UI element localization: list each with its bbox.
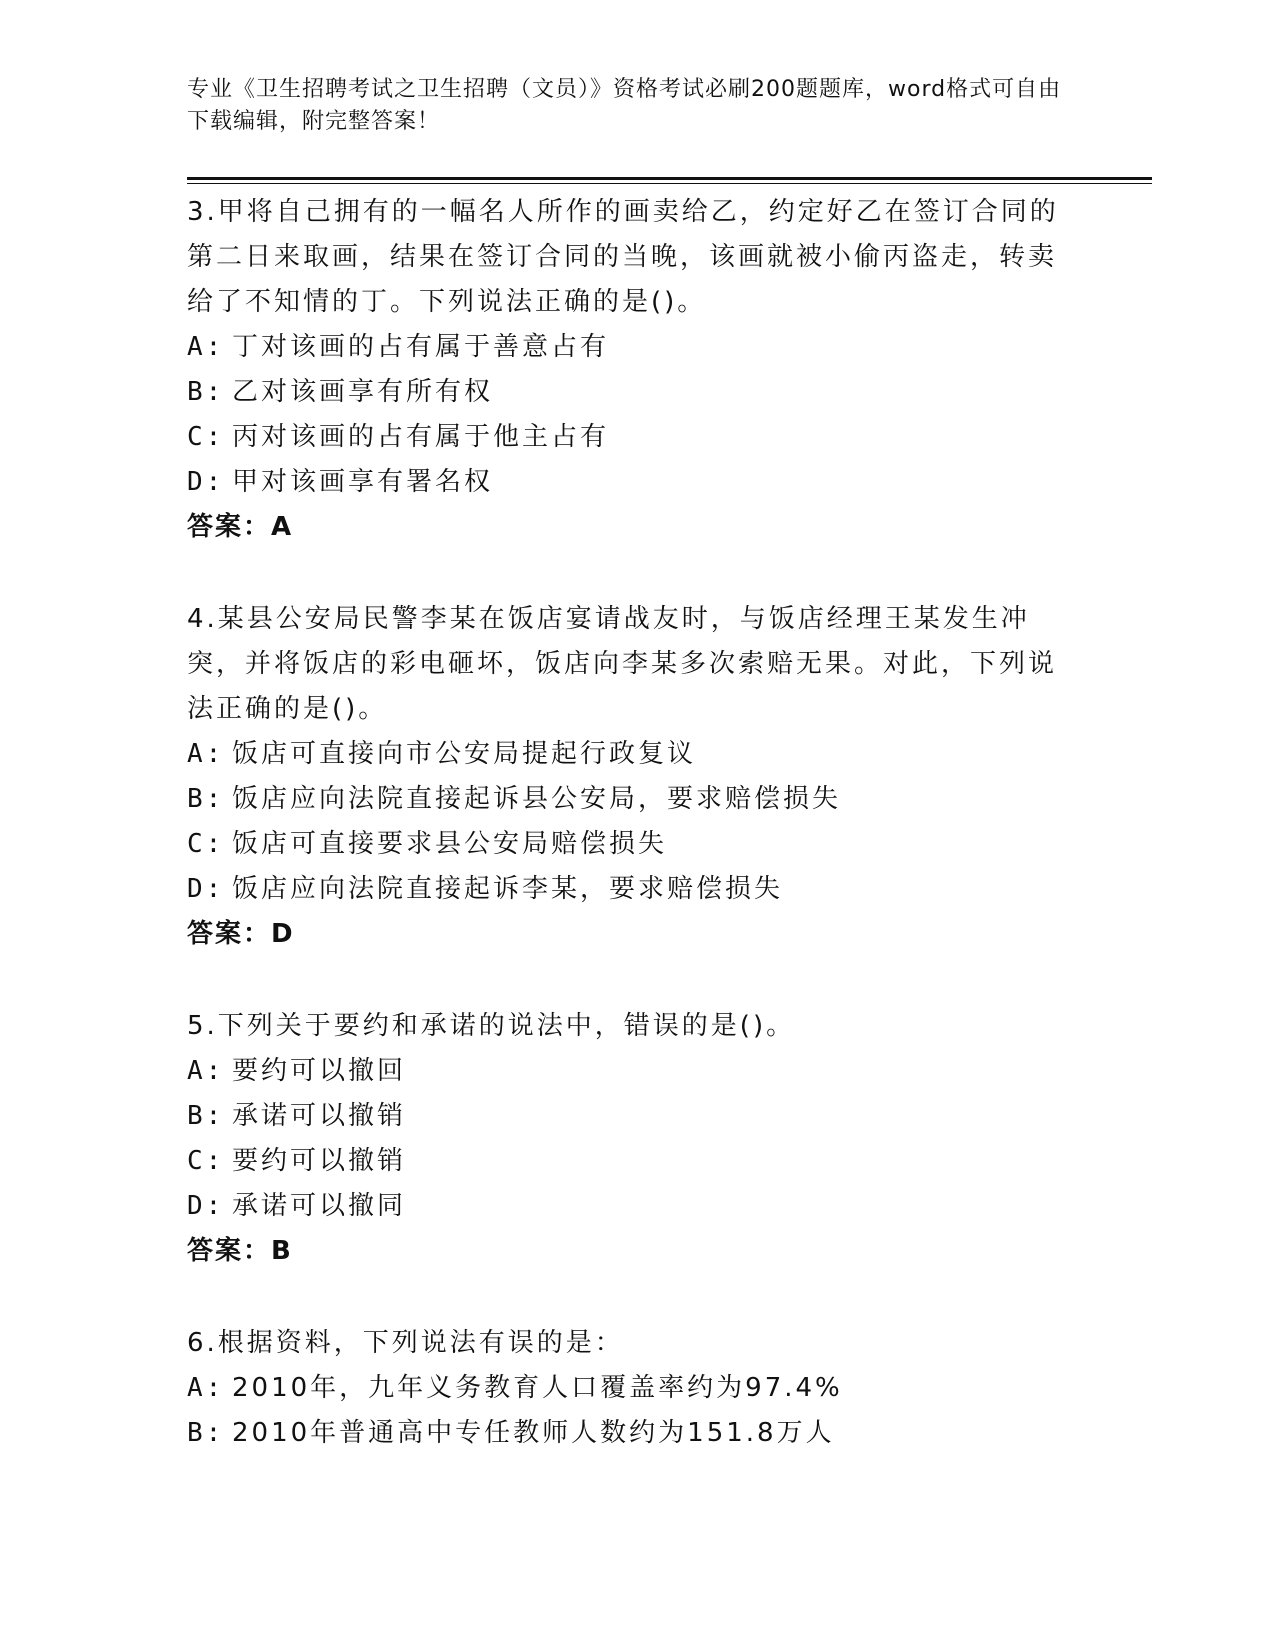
option-a xyxy=(187,325,1067,370)
option-letter: D: xyxy=(187,874,225,904)
option-text: 乙对该画享有所有权 xyxy=(232,377,494,407)
option-text: 丙对该画的占有属于他主占有 xyxy=(232,422,610,452)
option-letter: D: xyxy=(187,467,225,497)
option-letter: C: xyxy=(187,829,225,859)
option-c xyxy=(187,1139,1067,1184)
option-letter: A: xyxy=(187,332,225,362)
option-letter: B: xyxy=(187,1101,225,1131)
question-5 xyxy=(187,1004,1067,1274)
option-text: 要约可以撤销 xyxy=(232,1146,407,1176)
answer-label: 答案：D xyxy=(187,919,295,949)
option-letter: B: xyxy=(187,784,225,814)
answer-label: 答案：B xyxy=(187,1236,293,1266)
question-text: 6.根据资料，下列说法有误的是： xyxy=(187,1328,624,1358)
option-d xyxy=(187,867,1067,912)
option-letter: A: xyxy=(187,1056,225,1086)
option-b xyxy=(187,1094,1067,1139)
option-text: 丁对该画的占有属于善意占有 xyxy=(232,332,610,362)
question-text: 3.甲将自己拥有的一幅名人所作的画卖给乙，约定好乙在签订合同的第二日来取画，结果在签订合同的当晚，该画就被小偷丙盗走，转卖给了不知情的丁。下列说法正确的是()。 xyxy=(187,197,1059,317)
option-b xyxy=(187,1411,1067,1456)
option-text: 承诺可以撤同 xyxy=(232,1191,407,1221)
option-letter: C: xyxy=(187,1146,225,1176)
option-letter: B: xyxy=(187,1418,225,1448)
question-3 xyxy=(187,190,1067,550)
option-letter: A: xyxy=(187,739,225,769)
question-6 xyxy=(187,1321,1067,1456)
document-header: 专业《卫生招聘考试之卫生招聘（文员）》资格考试必刷200题题库，word格式可自由下载编辑，附完整答案！ xyxy=(187,77,1062,134)
header-divider-thick xyxy=(187,177,1152,180)
option-a xyxy=(187,732,1067,777)
question-4 xyxy=(187,597,1067,957)
option-b xyxy=(187,370,1067,415)
option-text: 饭店可直接向市公安局提起行政复议 xyxy=(232,739,697,769)
option-d xyxy=(187,460,1067,505)
option-letter: D: xyxy=(187,1191,225,1221)
question-list xyxy=(187,190,1067,1503)
option-a xyxy=(187,1049,1067,1094)
option-text: 饭店应向法院直接起诉县公安局，要求赔偿损失 xyxy=(232,784,842,814)
header-divider-thin xyxy=(187,183,1152,184)
option-a xyxy=(187,1366,1067,1411)
option-text: 甲对该画享有署名权 xyxy=(232,467,494,497)
option-text: 饭店可直接要求县公安局赔偿损失 xyxy=(232,829,668,859)
question-text: 4.某县公安局民警李某在饭店宴请战友时，与饭店经理王某发生冲突，并将饭店的彩电砸坏，饭店向李某多次索赔无果。对此，下列说法正确的是()。 xyxy=(187,604,1058,724)
option-b xyxy=(187,777,1067,822)
option-c xyxy=(187,415,1067,460)
option-text: 饭店应向法院直接起诉李某，要求赔偿损失 xyxy=(232,874,784,904)
option-text: 2010年，九年义务教育人口覆盖率约为97.4% xyxy=(232,1373,843,1403)
question-text: 5.下列关于要约和承诺的说法中，错误的是()。 xyxy=(187,1011,796,1041)
option-d xyxy=(187,1184,1067,1229)
option-letter: C: xyxy=(187,422,225,452)
option-letter: A: xyxy=(187,1373,225,1403)
option-letter: B: xyxy=(187,377,225,407)
answer-label: 答案：A xyxy=(187,512,294,542)
option-text: 承诺可以撤销 xyxy=(232,1101,407,1131)
option-text: 要约可以撤回 xyxy=(232,1056,407,1086)
option-text: 2010年普通高中专任教师人数约为151.8万人 xyxy=(232,1418,835,1448)
option-c xyxy=(187,822,1067,867)
